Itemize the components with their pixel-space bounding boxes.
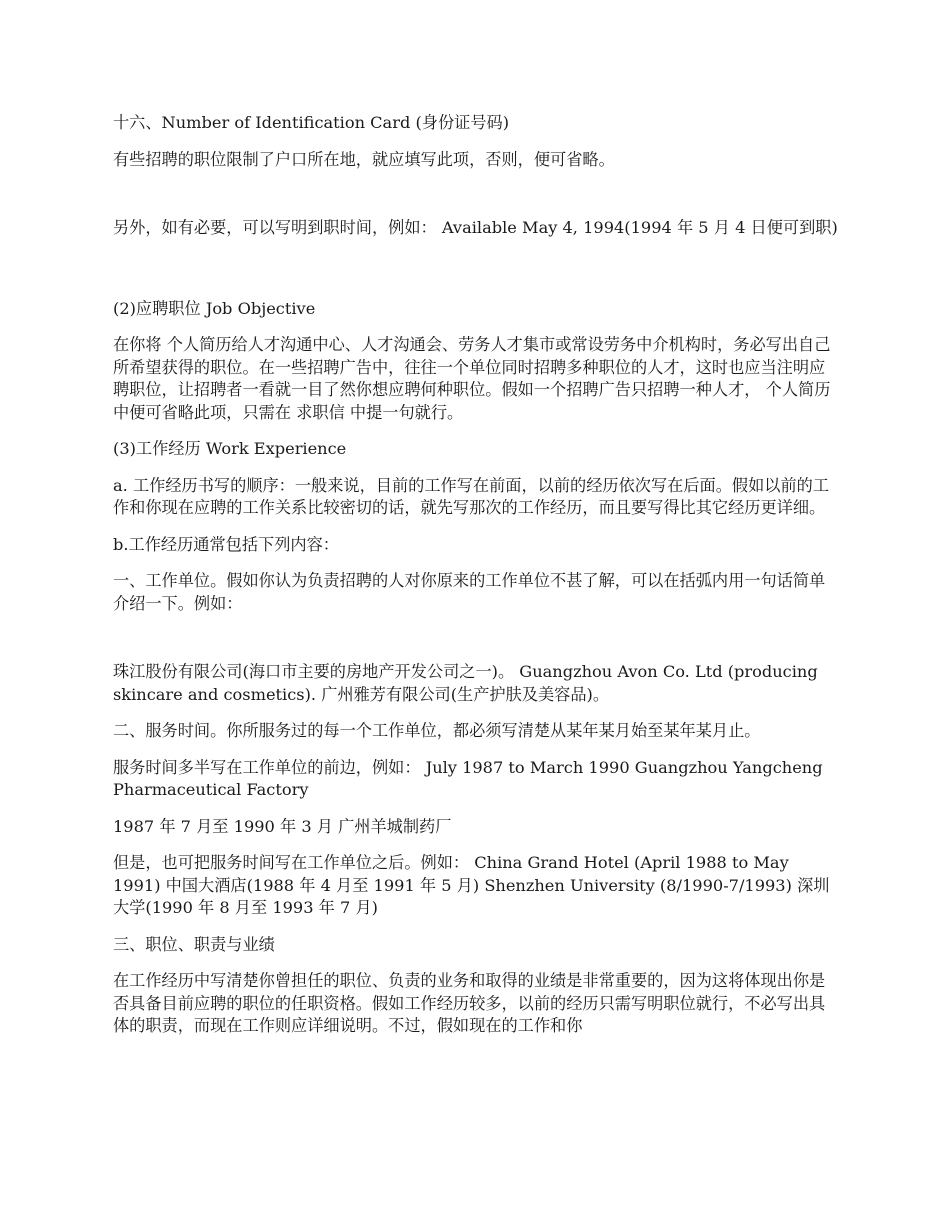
paragraph-availability: 另外，如有必要，可以写明到职时间，例如： Available May 4, 1994(1994 年 5 月 4 日便可到职) xyxy=(113,218,838,237)
document-page xyxy=(113,112,840,1038)
paragraph-residence: 有些招聘的职位限制了户口所在地，就应填写此项，否则，便可省略。 xyxy=(113,149,615,169)
paragraph-job-objective: 在你将 个人简历给人才沟通中心、人才沟通会、劳务人才集市或常设劳务中介机构时，务必写出自己所希望获得的职位。在一些招聘广告中，往往一个单位同时招聘多种职位的人才，这时也应当注明应聘职位，让招聘者一看就一目了然你想应聘何种职位。假如一个招聘广告只招聘一种人才， 个人简历 中便可省略此项，只需在 求职信 中提一句就行。 xyxy=(113,335,831,422)
paragraph-order: a. 工作经历书写的顺序：一般来说，目前的工作写在前面，以前的经历依次写在后面。假如以前的工作和你现在应聘的工作关系比较密切的话，就先写那次的工作经历，而且要写得比其它经历更详细。 xyxy=(113,475,830,517)
paragraph-employer-example: 珠江股份有限公司(海口市主要的房地产开发公司之一)。 Guangzhou Avon Co. Ltd (producing skincare and cosmetics). 广州雅芳有限公司(生产护肤及美容品)。 xyxy=(113,662,818,704)
paragraph-service-time: 二、服务时间。你所服务过的每一个工作单位，都必须写清楚从某年某月始至某年某月止。 xyxy=(113,721,761,740)
paragraph-contents-intro: b.工作经历通常包括下列内容： xyxy=(113,534,339,554)
paragraph-employer: 一、工作单位。假如你认为负责招聘的人对你原来的工作单位不甚了解，可以在括弧内用一句话简单介绍一下。例如： xyxy=(113,571,826,613)
heading-work-experience: (3)工作经历 Work Experience xyxy=(113,439,347,458)
paragraph-position-duties: 在工作经历中写清楚你曾担任的职位、负责的业务和取得的业绩是非常重要的，因为这将体现出你是否具备目前应聘的职位的任职资格。假如工作经历较多，以前的经历只需写明职位就行，不必写出具体的职责，而现在工作则应详细说明。不过，假如现在的工作和你 xyxy=(113,971,826,1035)
heading-job-objective: (2)应聘职位 Job Objective xyxy=(113,298,316,318)
paragraph-service-time-before: 服务时间多半写在工作单位的前边，例如： July 1987 to March 1990 Guangzhou Yangcheng Pharmaceutical Factory xyxy=(113,757,823,799)
paragraph-service-time-after: 但是，也可把服务时间写在工作单位之后。例如： China Grand Hotel (April 1988 to May 1991) 中国大酒店(1988 年 4 月至 1991 年 5 月) Shenzhen University (8/1990-7/1993) 深圳大学(1990 年 8 月至 1993 年 7 月) xyxy=(113,853,830,917)
heading-position-duties: 三、职位、职责与业绩 xyxy=(113,934,275,954)
paragraph-service-time-chinese: 1987 年 7 月至 1990 年 3 月 广州羊城制药厂 xyxy=(113,816,452,836)
heading-id-card: 十六、Number of Identification Card (身份证号码) xyxy=(113,113,510,132)
